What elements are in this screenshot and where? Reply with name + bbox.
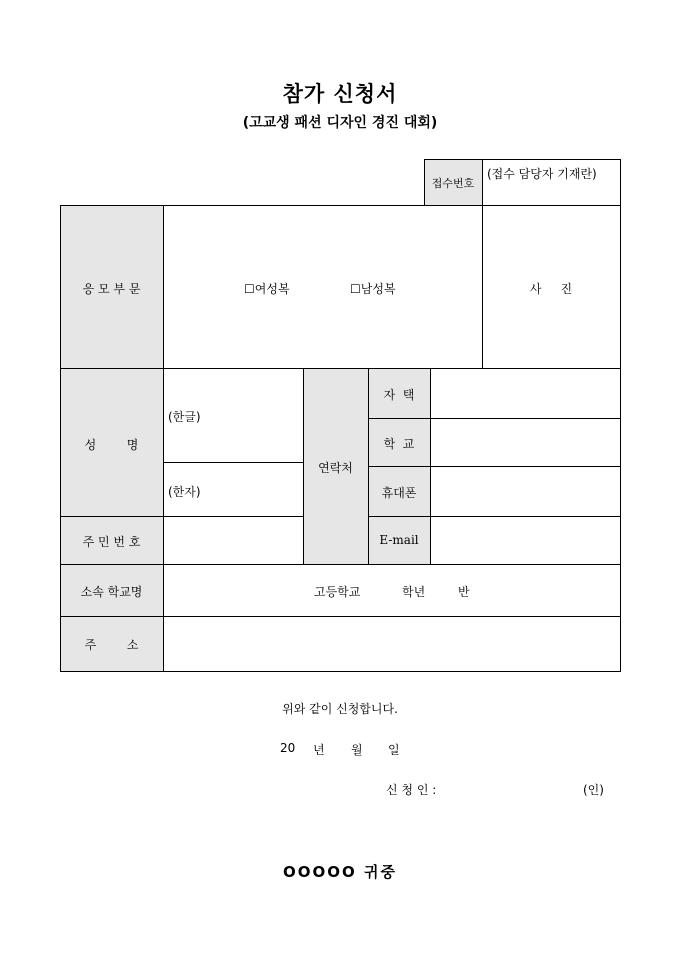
womens-wear-checkbox[interactable]: ☐여성복 [244,282,290,296]
category-label: 응 모 부 문 [82,282,141,296]
page-title: 참가 신청서 [282,82,398,106]
seal-mark: (인) [583,783,604,797]
photo-label: 사 진 [529,282,573,296]
email-label: E-mail [379,533,419,547]
applicant-label: 신 청 인 : [386,783,437,797]
school-suffix: 고등학교 [314,585,361,599]
page-subtitle: (고교생 패션 디자인 경진 대회) [242,115,438,131]
date-year-prefix: 20 [280,741,296,755]
school-phone-label: 학 교 [383,437,415,451]
name-korean-label: (한글) [168,410,201,424]
name-hanja-label: (한자) [168,485,201,499]
mobile-phone-label: 휴대폰 [381,486,417,500]
address-label: 주 소 [84,638,139,652]
receipt-staff-note: (접수 담당자 기재란) [487,167,597,181]
class-label: 반 [458,585,470,599]
mens-wear-checkbox[interactable]: ☐남성복 [350,282,396,296]
name-label: 성 명 [84,438,139,452]
home-phone-label: 자 택 [383,388,415,402]
school-name-label: 소속 학교명 [80,585,143,599]
declaration-text: 위와 같이 신청합니다. [282,702,398,716]
addressee: OOOOO 귀중 [283,863,397,881]
date-day-unit: 일 [388,743,400,757]
date-year-unit: 년 [313,743,325,757]
contact-label: 연락처 [318,461,353,475]
grade-label: 학년 [402,585,426,599]
receipt-number-label: 접수번호 [431,177,475,190]
resident-id-label: 주 민 번 호 [82,535,141,549]
date-month-unit: 월 [351,743,363,757]
